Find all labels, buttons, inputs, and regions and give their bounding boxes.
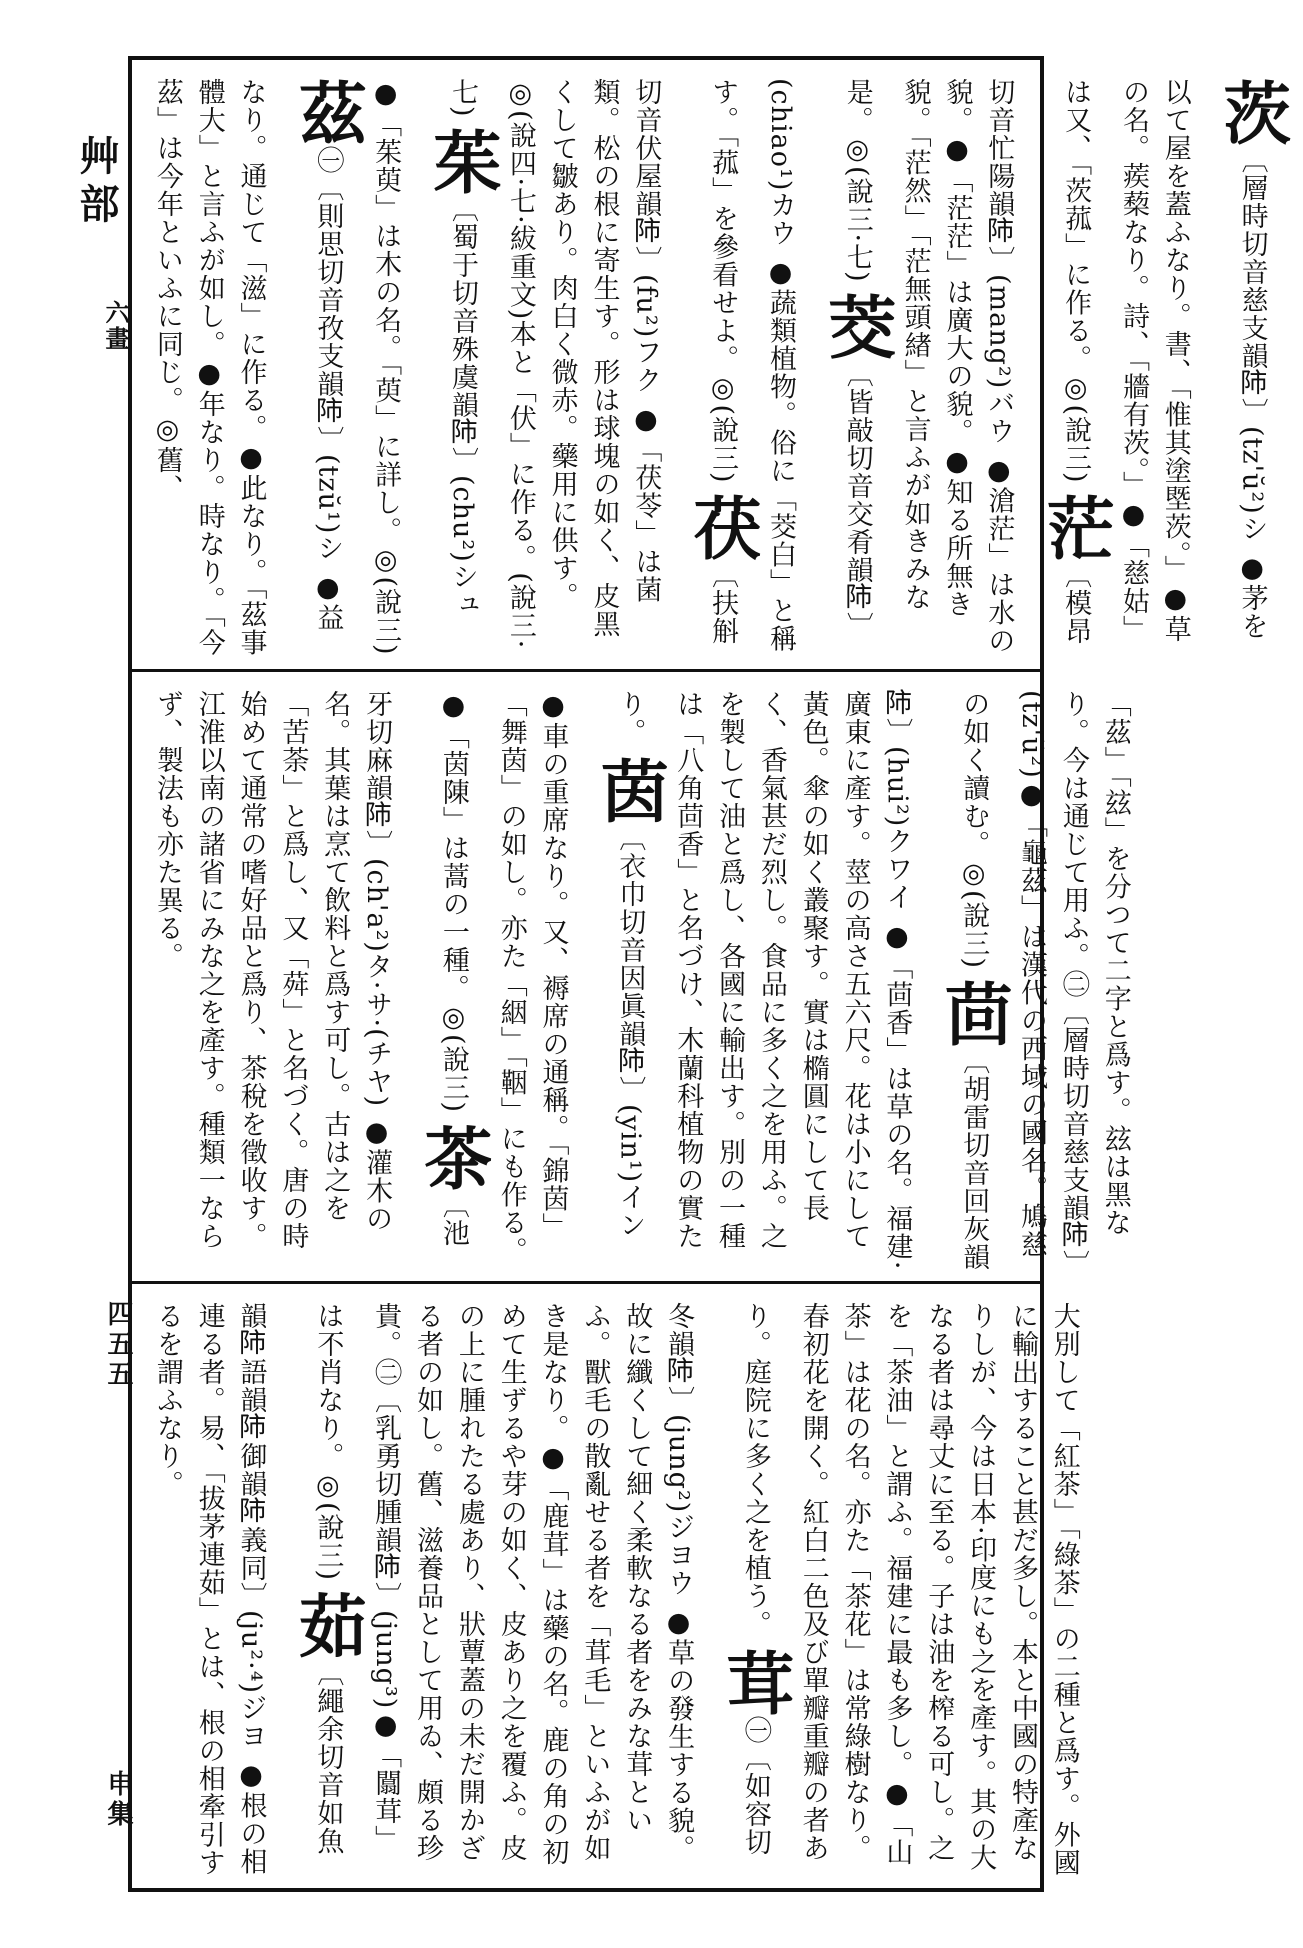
headword: 茲 [287, 78, 368, 146]
entry-definition: 〔模昂切音忙陽韻𨸲〕(mang²)バウ ●滄茫」は水の貌。●「茫茫」は廣大の貌。●知る所無き貌。「茫然」「茫無頭緖」と言ふが如きみな是。◎(說三·七) [841, 78, 1092, 655]
entry-definition: 「茲」「玆」を分つて二字と爲す。玆は黑なり。今は通じて用ふ。㊁〔層時切音慈支韻𨸲〕(tz'ŭ²)●「龜茲」は漢代の西域の國名。鳩慈の如く讀む。◎(說三) [958, 690, 1131, 1265]
entry-definition: 〔池牙切麻韻𨸲〕(ch'a²)タ·サ·(チヤ) ●灌木の名。其葉は烹て飲料と爲す可し。古は之を「苦荼」と爲し、又「荈」と名づく。唐の時始めて通常の嗜好品と爲り、茶稅を徵收す。江淮以南の諸省にみな之を產す。種類一ならず、製法も亦た異る。 [151, 690, 469, 1250]
headword: 茶 [412, 1122, 493, 1191]
headword: 茯 [682, 493, 763, 562]
page-number: 四五五 [103, 1300, 133, 1390]
entry [841, 78, 1116, 655]
headword: 茸 [714, 1647, 795, 1716]
entry-definition: 〔扶斛切音伏屋韻𨸲〕(fu²)フク ●「茯苓」は菌類。松の根に寄生す。形は球塊の如く、皮黑くして皺あり。肉白く微赤。藥用に供す。◎(說四·七·紱重文)本と「伏」に作る。(說三·七) [446, 78, 739, 650]
entry-definition: ㊀〔如容切冬韻𨸲〕(jung²)ジヨウ ●草の發生する貌。故に纖くして細く柔軟なる者をみな茸といふ。獸毛の散亂せる者を「茸毛」といふが如き是なり。●「鹿茸」は藥の名。鹿の角の初めて生ずるや芽の如く、皮あり之を覆ふ。皮の上に腫れたる處あり、狀蕈蓋の未だ開かざる者の如し。舊、滋養品として用ゐ、頗る珍貴。㊁〔乳勇切腫韻𨸲〕(jung³)●「闒茸」は不肖なり。◎(說三) [312, 1302, 771, 1866]
collection-label: 申集 [103, 1770, 133, 1830]
entry-continuation [740, 1302, 1080, 1877]
headword: 茫 [1035, 493, 1116, 562]
entry [312, 1302, 795, 1866]
band-middle [132, 672, 1131, 1284]
headword: 茭 [816, 292, 897, 361]
headword: 茱 [421, 127, 502, 196]
margin-radical: 艸部 [73, 135, 120, 231]
entry [614, 690, 1014, 1271]
entry-definition: 〔繩余切音如魚韻𨸲語韻𨸲御韻𨸲義同〕(ju²·⁴)ジヨ ●根の相連る者。易、「拔茅連茹」とは、根の相牽引するを謂ふなり。 [151, 1302, 344, 1877]
dictionary-page-frame [128, 56, 1292, 1892]
margin-stroke-count: 六畫 [101, 300, 130, 352]
entry [151, 690, 493, 1250]
headword: 茨 [1211, 78, 1292, 146]
text-column-top [132, 60, 1303, 669]
headword: 茵 [589, 755, 670, 824]
entry-definition: 〔衣巾切音因眞韻𨸲〕(yin¹)イン ●車の重席なり。又、褥席の通稱。「錦茵」「舞茵」の如し。亦た「絪」「鞇」にも作る。●「茵陳」は蒿の一種。◎(說三) [437, 690, 646, 1265]
entry-definition: 大別して「紅茶」「綠茶」の二種と爲す。外國に輸出すること甚だ多し。本と中國の特產なりしが、今は日本·印度にも之を產す。其の大なる者は尋丈に至る。子は油を榨る可し。之を「茶油」と謂ふ。福建に最も多し。●「山茶」は花の名。亦た「茶花」は常綠樹なり。春初花を開く。紅白二色及び單瓣重瓣の者あり。庭院に多く之を植う。 [739, 1302, 1080, 1877]
entry-definition: 〔胡雷切音回灰韻𨸲〕(hui²)クワイ ●「茴香」は草の名。福建·廣東に產す。莖の高さ五六尺。花は小にして黃色。傘の如く叢聚す。實は橢圓にして長く、香氣甚だ烈し。食品に多く之を用ふ。之を製して油と爲し、各國に輸出す。別の一種は「八角茴香」と名づけ、木蘭科植物の實たり。 [614, 690, 990, 1271]
text-column-bottom [132, 1284, 1099, 1888]
text-column-middle [132, 672, 1150, 1281]
headword: 茴 [933, 978, 1014, 1047]
entry [370, 78, 502, 656]
entry-definition: 〔皆敲切音交肴韻𨸲〕(chiao¹)カウ ●蔬類植物。俗に「茭白」と稱す。「菰」を參看せよ。◎(說三) [707, 78, 873, 653]
band-bottom [132, 1284, 1080, 1888]
entry [151, 78, 368, 657]
entry-definition: 〔蜀于切音殊虞韻𨸲〕(chu²)シュ ●「茱萸」は木の名。「萸」に詳し。◎(說三) [370, 78, 478, 656]
entry-definition: ㊀〔則思切音孜支韻𨸲〕(tzŭ¹)シ ●益なり。通じて「滋」に作る。●此なり。「茲事體大」と言ふが如し。●年なり。時なり。「今茲」は今年といふに同じ。◎舊、 [151, 78, 344, 657]
headword: 茹 [287, 1590, 368, 1659]
band-top [132, 60, 1292, 672]
entry-definition: 〔層時切音慈支韻𨸲〕(tz'ŭ²)シ ●茅を以て屋を蓋ふなり。書、「惟其塗塈茨。」●草の名。蒺蔾なり。詩、「牆有茨。」●「慈姑」は又、「茨菰」に作る。◎(說三) [1060, 78, 1268, 643]
